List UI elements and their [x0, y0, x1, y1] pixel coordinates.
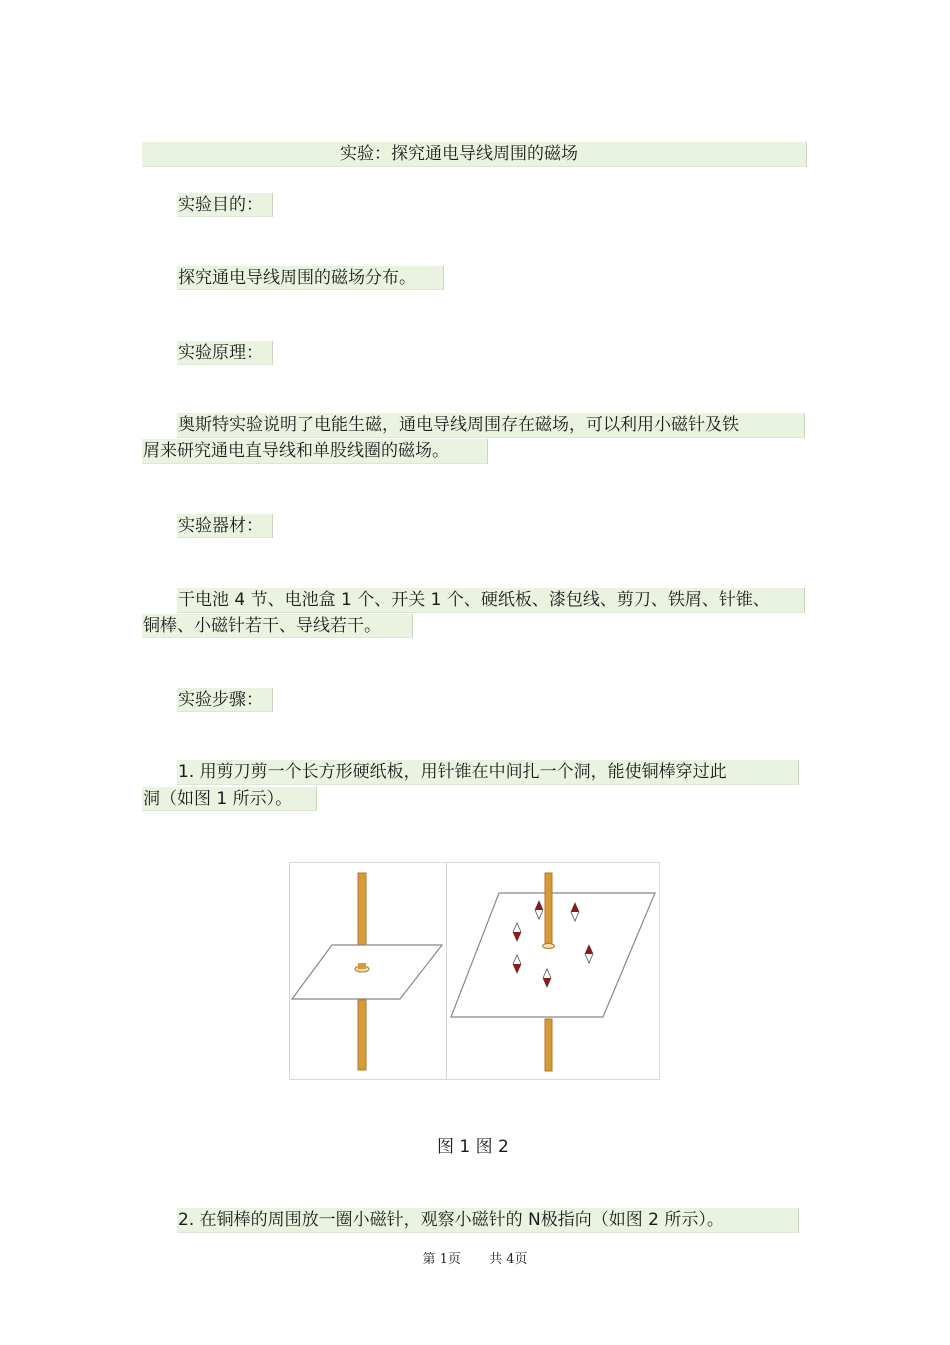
materials-heading: 实验器材：: [178, 516, 263, 536]
figure-1-drawing: [290, 863, 446, 1079]
step1-line1: 1. 用剪刀剪一个长方形硬纸板，用针锥在中间扎一个洞，能使铜棒穿过此: [178, 762, 727, 782]
cardboard-sheet: [451, 893, 655, 1017]
copper-rod-stub: [358, 963, 366, 969]
purpose-heading: 实验目的：: [178, 195, 263, 215]
materials-line1: 干电池 4 节、电池盒 1 个、开关 1 个、硬纸板、漆包线、剪刀、铁屑、针锥、: [178, 590, 770, 610]
page-footer: [0, 1248, 950, 1267]
footer-page-number: 第 1页: [422, 1252, 461, 1267]
copper-rod-lower: [545, 1019, 552, 1071]
cardboard-hole: [543, 944, 555, 949]
figure-2: [446, 862, 660, 1080]
copper-rod-through: [545, 873, 552, 947]
figure-2-drawing: [447, 863, 659, 1079]
materials-line2: 铜棒、小磁针若干、导线若干。: [143, 616, 381, 636]
figure-caption: 图 1 图 2: [437, 1137, 509, 1157]
cardboard-sheet: [292, 945, 442, 999]
page-title: 实验：探究通电导线周围的磁场: [340, 144, 578, 164]
purpose-text: 探究通电导线周围的磁场分布。: [178, 268, 416, 288]
copper-rod-lower: [358, 1000, 366, 1070]
steps-heading: 实验步骤：: [178, 690, 263, 710]
footer-total-pages: 共 4页: [489, 1252, 528, 1267]
principle-heading: 实验原理：: [178, 343, 263, 363]
figure-1: [289, 862, 447, 1080]
step1-line2: 洞（如图 1 所示）。: [143, 789, 293, 809]
step2-line1: 2. 在铜棒的周围放一圈小磁针，观察小磁针的 N极指向（如图 2 所示）。: [178, 1210, 724, 1230]
principle-line2: 屑来研究通电直导线和单股线圈的磁场。: [143, 441, 449, 461]
principle-line1: 奥斯特实验说明了电能生磁，通电导线周围存在磁场，可以利用小磁针及铁: [178, 415, 739, 435]
